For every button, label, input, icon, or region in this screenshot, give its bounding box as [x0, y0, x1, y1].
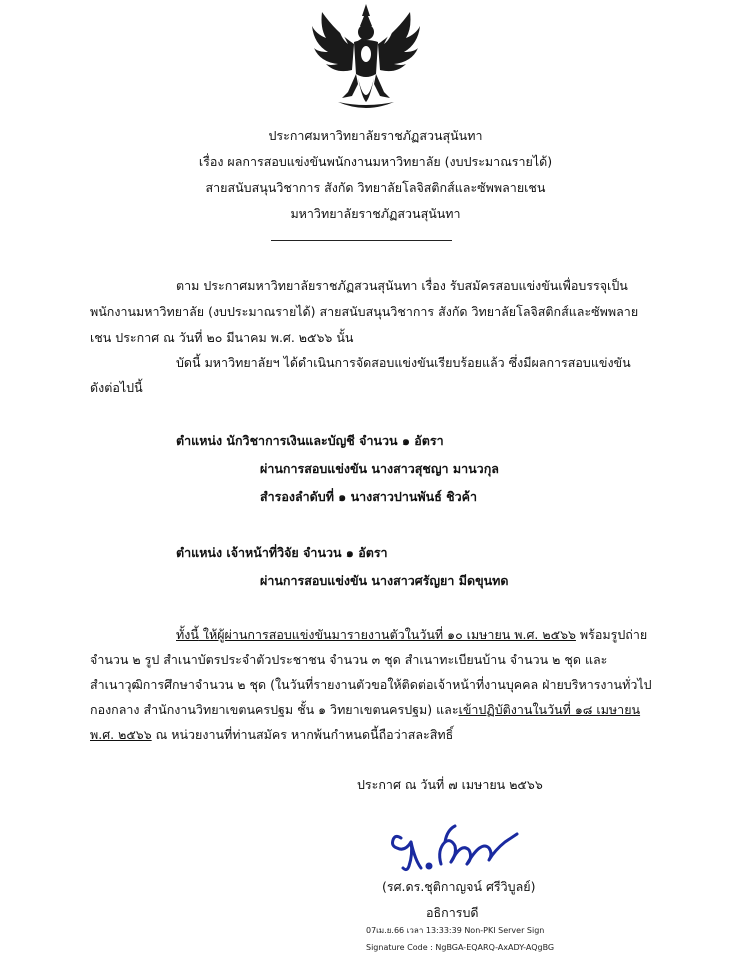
body-paragraph-1-line-1: ตาม ประกาศมหาวิทยาลัยราชภัฏสวนสุนันทา เรื่อง รับสมัครสอบแข่งขันเพื่อบรรจุเป็น — [176, 278, 628, 293]
e-sign-code: Signature Code : NgBGA-EQARQ-AxADY-AQgBG — [366, 943, 555, 952]
body-paragraph-2-line-1: บัดนี้ มหาวิทยาลัยฯ ได้ดำเนินการจัดสอบแข่งขันเรียบร้อยแล้ว ซึ่งมีผลการสอบแข่งขัน — [176, 355, 631, 370]
garuda-emblem-icon — [308, 2, 424, 114]
body-paragraph-1-line-2: พนักงานมหาวิทยาลัย (งบประมาณรายได้) สายสนับสนุนวิชาการ สังกัด วิทยาลัยโลจิสติกส์และซัพพลาย — [90, 304, 639, 319]
position-1-passed: ผ่านการสอบแข่งขัน นางสาวสุชญา มานวกุล — [260, 461, 499, 476]
announcement-university: มหาวิทยาลัยราชภัฏสวนสุนันทา — [290, 206, 461, 221]
instructions-line-5-text: ณ หน่วยงานที่ท่านสมัคร หากพ้นกำหนดนี้ถือว่าสละสิทธิ์ — [151, 727, 454, 742]
signer-name: (รศ.ดร.ชุติกาญจน์ ศรีวิบูลย์) — [382, 879, 536, 894]
instructions-line-4 — [90, 702, 640, 718]
instructions-line-5-underlined: พ.ศ. ๒๕๖๖ — [90, 727, 152, 742]
announcement-date: ประกาศ ณ วันที่ ๗ เมษายน ๒๕๖๖ — [357, 777, 543, 792]
position-1-reserve: สำรองลำดับที่ ๑ นางสาวปานพันธ์ ชิวค้า — [260, 489, 478, 504]
instructions-line-1 — [176, 627, 647, 643]
instructions-line-5 — [90, 727, 453, 743]
instructions-line-2: จำนวน ๒ รูป สำเนาบัตรประจำตัวประชาชน จำนวน ๓ ชุด สำเนาทะเบียนบ้าน จำนวน ๒ ชุด และ — [90, 652, 608, 667]
body-paragraph-2-line-2: ดังต่อไปนี้ — [90, 380, 143, 395]
instructions-line-4-text: กองกลาง สำนักงานวิทยาเขตนครปฐม ชั้น ๑ วิทยาเขตนครปฐม) และ — [90, 702, 459, 717]
announcement-title: ประกาศมหาวิทยาลัยราชภัฏสวนสุนันทา — [268, 128, 483, 143]
announcement-subject: เรื่อง ผลการสอบแข่งขันพนักงานมหาวิทยาลัย (งบประมาณรายได้) — [198, 154, 553, 169]
instructions-line-4-underlined: เข้าปฏิบัติงานในวันที่ ๑๘ เมษายน — [458, 702, 641, 717]
instructions-line-3: สำเนาวุฒิการศึกษาจำนวน ๒ ชุด (ในวันที่รายงานตัวขอให้ติดต่อเจ้าหน้าที่งานบุคคล ฝ่ายบริหารงานทั่วไป — [90, 677, 652, 692]
e-sign-timestamp: 07เม.ย.66 เวลา 13:33:39 Non-PKI Server Sign — [366, 926, 545, 935]
instructions-line-1-rest: พร้อมรูปถ่าย — [575, 627, 648, 642]
header-divider — [271, 240, 452, 241]
instructions-line-1-underlined-date: ให้ผู้ผ่านการสอบแข่งขันมารายงานตัวในวันที่ ๑๐ เมษายน พ.ศ. ๒๕๖๖ — [198, 627, 576, 642]
signature-image — [385, 820, 520, 875]
position-2-passed: ผ่านการสอบแข่งขัน นางสาวศรัญยา มีดขุนทด — [260, 573, 509, 588]
position-1-title: ตำแหน่ง นักวิชาการเงินและบัญชี จำนวน ๑ อัตรา — [176, 433, 444, 448]
position-2-title: ตำแหน่ง เจ้าหน้าที่วิจัย จำนวน ๑ อัตรา — [176, 545, 388, 560]
body-paragraph-1-line-3: เชน ประกาศ ณ วันที่ ๒๐ มีนาคม พ.ศ. ๒๕๖๖ นั้น — [90, 330, 354, 345]
signer-title: อธิการบดี — [426, 905, 479, 920]
announcement-division: สายสนับสนุนวิชาการ สังกัด วิทยาลัยโลจิสติกส์และซัพพลายเชน — [205, 180, 546, 195]
instructions-line-1-underlined-lead: ทั้งนี้ — [176, 627, 199, 642]
